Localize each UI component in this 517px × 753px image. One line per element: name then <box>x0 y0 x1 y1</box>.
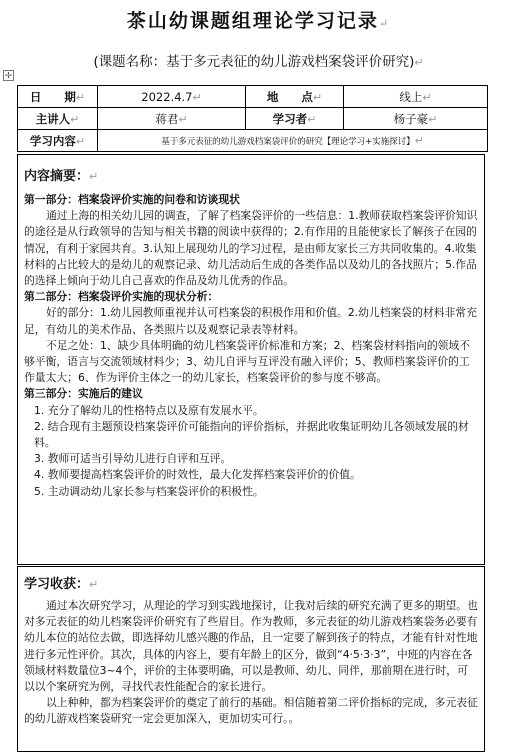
gains-section <box>17 566 485 752</box>
summary-section <box>17 154 485 565</box>
table-row <box>18 86 488 108</box>
gains-heading <box>24 573 478 592</box>
return-mark-icon: ↵ <box>378 17 391 30</box>
speaker-value-text: 蒋君 <box>155 111 179 126</box>
list-item: 5. 主动调动幼儿家长参与档案袋评价的积极性。 <box>34 484 264 498</box>
table-row <box>18 108 488 130</box>
summary-heading <box>24 165 478 184</box>
return-mark-icon: ↵ <box>414 56 424 69</box>
part2-good: 好的部分：1.幼儿园教师重视并认可档案袋的积极作用和价值。2.幼儿档案袋的材料非常充足，有幼儿的美术作品、各类照片以及观察记录表等材料。 <box>24 306 477 336</box>
gains-heading-text: 学习收获： <box>24 577 90 592</box>
gains-paragraph-1: 通过本次研究学习，从理论的学习到实践地探讨，让我对后续的研究充满了更多的期望。也对多元表征的幼儿档案袋评价研究有了些眉目。作为教师，多元表征的幼儿游戏档案袋务必要有幼儿本位的站位去做，即选择幼儿感兴趣的作品，且一定要了解到孩子的特点，才能有针对性地进行多元性评价。其次，具体的内容上，要有年龄上的区分，做到“4·5·3·3”，中班的内容在各领域材料数量位3~4个，评价的主体要明确，可以是教师、幼儿、同伴，那前期在进行时，可以以个案研究为例，寻找代表性能配合的家长进行。 <box>24 599 478 694</box>
date-value-text: 2022.4.7 <box>141 89 193 104</box>
learner-value-text: 杨子豪 <box>393 111 429 126</box>
return-mark-icon: ↵ <box>307 112 317 126</box>
return-mark-icon: ↵ <box>75 134 86 148</box>
title-text: 茶山幼课题组理论学习记录 <box>126 10 379 32</box>
part2-title: 第二部分：档案袋评价实施的现状分析： <box>24 290 219 304</box>
date-label-text: 日 期 <box>29 89 76 104</box>
speaker-value <box>98 108 246 130</box>
return-mark-icon: ↵ <box>89 170 99 183</box>
place-value <box>344 86 488 108</box>
part3-title: 第三部分：实施后的建议 <box>24 387 143 401</box>
return-mark-icon: ↵ <box>70 112 80 126</box>
return-mark-icon: ↵ <box>75 90 86 104</box>
part1-text: 通过上海的相关幼儿园的调查，了解了档案袋评价的一些信息：1.教师获取档案袋评价知识的途径是从行政领导的告知与相关书籍的阅读中获得的；2.有作用的且能使家长了解孩子在园的情况，有利于家园共育。3.认知上展现幼儿的学习过程，是由师友家长三方共同收集的。4.收集材料的占比较大的是幼儿的观察记录、幼儿活动后生成的各类作品以及幼儿的各找照片；5.作品的选择上倾向于幼儿自己喜欢的作品及幼儿优秀的作品。 <box>24 209 478 288</box>
place-label <box>246 86 344 108</box>
content-label <box>18 130 98 152</box>
part2-bad: 不足之处：1、缺少具体明确的幼儿档案袋评价标准和方案；2、档案袋材料指向的领域不够平衡，语言与交流领域材料少；3、幼儿自评与互评没有融入评价；5、教师档案袋评价的工作量太大；6、作为评价主体之一的幼儿家长，档案袋评价的参与度不够高。 <box>24 338 471 385</box>
return-mark-icon: ↵ <box>422 90 432 104</box>
learner-label-text: 学习者 <box>272 111 308 126</box>
return-mark-icon: ↵ <box>178 112 188 126</box>
place-value-text: 线上 <box>399 89 423 104</box>
speaker-label-text: 主讲人 <box>35 111 71 126</box>
table-row <box>18 130 488 152</box>
subtitle <box>0 50 517 70</box>
content-value <box>98 130 488 152</box>
summary-heading-text: 内容摘要： <box>24 169 90 184</box>
date-label <box>18 86 98 108</box>
content-value-text: 基于多元表征的幼儿游戏档案袋评价的研究【理论学习+实施探讨】 <box>161 137 415 147</box>
return-mark-icon: ↵ <box>428 112 438 126</box>
part1-title: 第一部分：档案袋评价实施的问卷和访谈现状 <box>24 193 240 206</box>
return-mark-icon: ↵ <box>89 578 99 591</box>
page-title <box>0 6 517 33</box>
return-mark-icon: ↵ <box>312 90 323 104</box>
content-label-text: 学习内容 <box>29 133 76 148</box>
date-value <box>98 86 246 108</box>
return-mark-icon: ↵ <box>414 134 424 147</box>
table-move-handle-icon[interactable]: ✢ <box>3 70 14 81</box>
list-item: 3. 教师可适当引导幼儿进行自评和互评。 <box>34 452 232 466</box>
list-item: 1. 充分了解幼儿的性格特点以及原有发展水平。 <box>34 403 264 417</box>
place-label-text: 地 点 <box>266 89 313 104</box>
speaker-label <box>18 108 98 130</box>
info-table <box>17 85 488 152</box>
gains-paragraph-2: 以上种种，都为档案袋评价的奠定了前行的基础。相信随着第二评价指标的完成，多元表征的幼儿游戏档案袋研究一定会更加深入，更加切实可行。。 <box>24 696 478 726</box>
return-mark-icon: ↵ <box>192 90 202 104</box>
list-item: 2. 结合现有主题预设档案袋评价可能指向的评价指标，并据此收集证明幼儿各领域发展的材料。 <box>34 419 469 450</box>
subtitle-text: (课题名称：基于多元表征的幼儿游戏档案袋评价研究) <box>93 54 415 70</box>
learner-label <box>246 108 344 130</box>
list-item: 4. 教师要提高档案袋评价的时效性，最大化发挥档案袋评价的价值。 <box>34 468 361 482</box>
learner-value <box>344 108 488 130</box>
